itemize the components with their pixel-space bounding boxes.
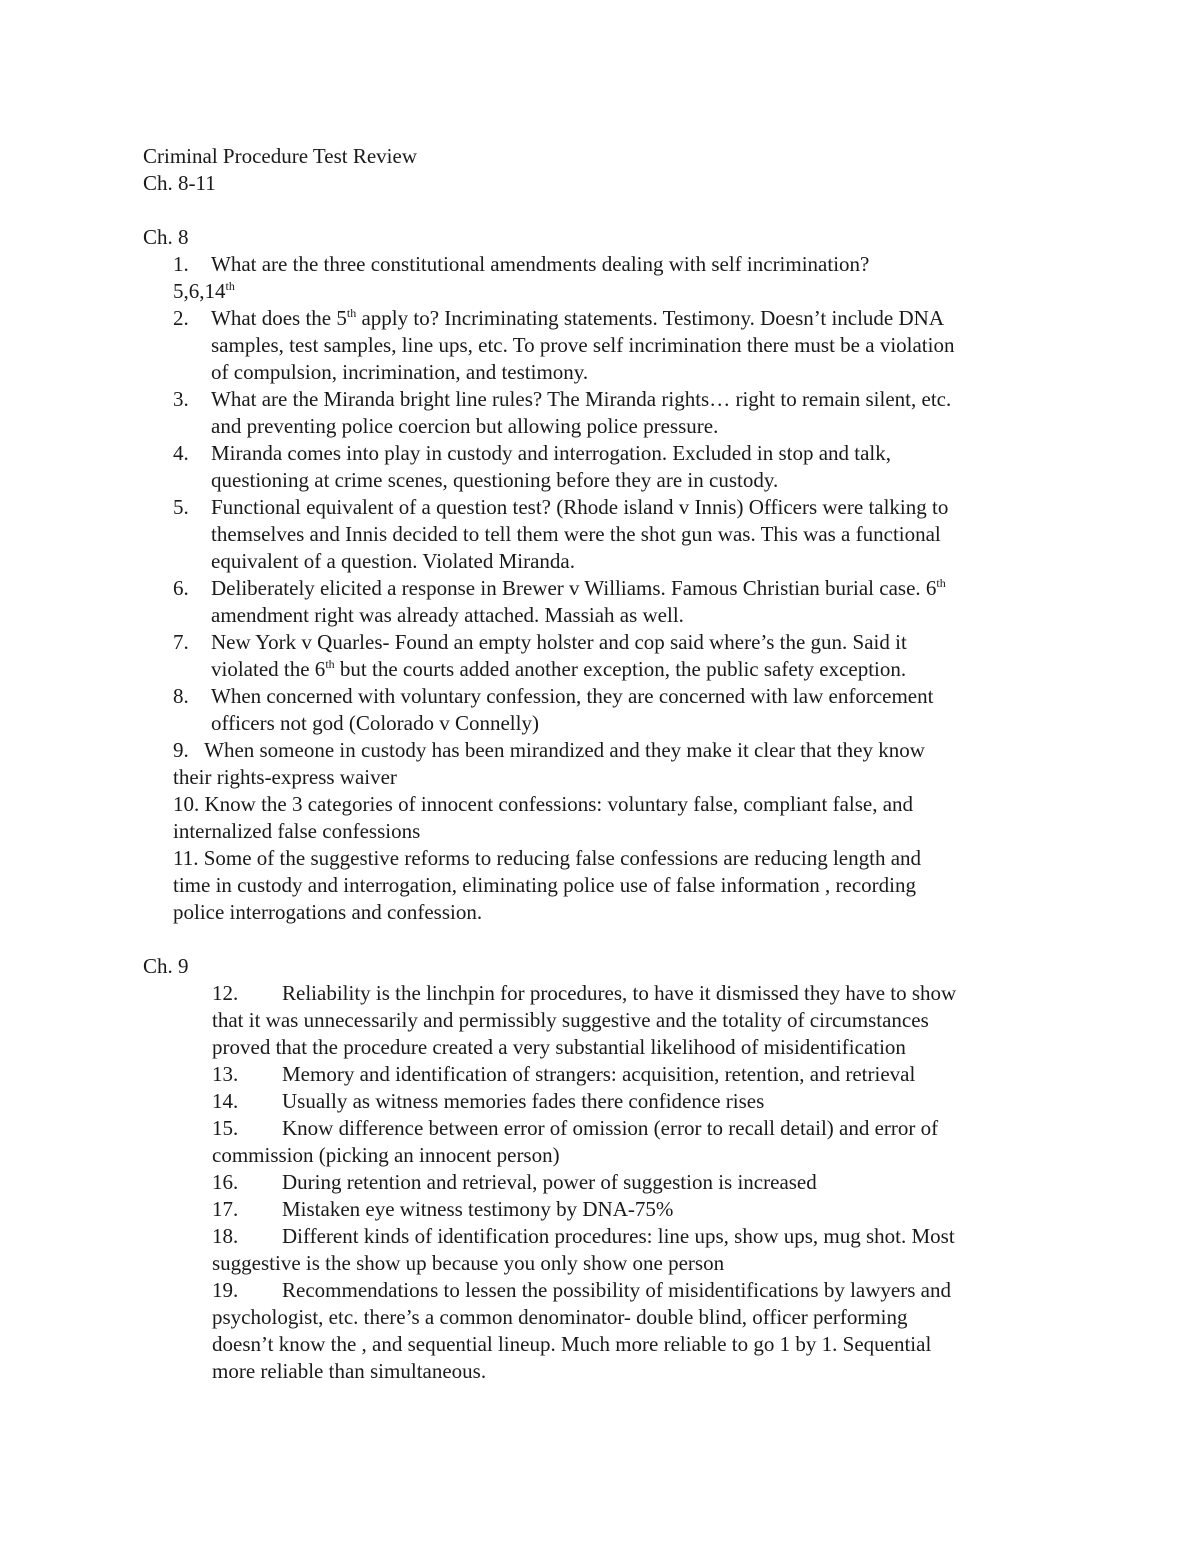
question-item: 13. Memory and identification of strangers: acquisition, retention, and retrieval: [212, 1062, 916, 1086]
document-subtitle: Ch. 8-11: [143, 171, 216, 195]
question-item: 3. What are the Miranda bright line rules? The Miranda rights… right to remain silent, etc. and preventing police coercion but allowing police pressure.: [173, 387, 952, 438]
question-item: 19. Recommendations to lessen the possibility of misidentifications by lawyers and psychologist, etc. there’s a common denominator- double blind, officer performing doesn’t know the , and sequential lineup. Much more reliable to go 1 by 1. Sequential more reliable than simultaneous.: [212, 1278, 951, 1383]
question-item: 2. What does the 5th apply to? Incriminating statements. Testimony. Doesn’t include DNA samples, test samples, line ups, etc. To prove self incrimination there must be a violation of compulsion, incrimination, and testimony.: [173, 306, 955, 384]
chapter-heading: Ch. 8: [143, 225, 189, 249]
chapter-9-section: [143, 953, 1063, 1385]
question-item: 14. Usually as witness memories fades there confidence rises: [212, 1089, 765, 1113]
question-item: 9. When someone in custody has been mirandized and they make it clear that they know their rights-express waiver: [173, 738, 925, 789]
question-item: 12. Reliability is the linchpin for procedures, to have it dismissed they have to show that it was unnecessarily and permissibly suggestive and the totality of circumstances proved that the procedure created a very substantial likelihood of misidentification: [212, 981, 957, 1059]
question-item: 17. Mistaken eye witness testimony by DNA-75%: [212, 1197, 674, 1221]
question-item: 7. New York v Quarles- Found an empty holster and cop said where’s the gun. Said it violated the 6th but the courts added another exception, the public safety exception.: [173, 630, 907, 681]
question-item: 15. Know difference between error of omission (error to recall detail) and error of commission (picking an innocent person): [212, 1116, 939, 1167]
chapter-8-section: [143, 224, 1063, 926]
document-title: Criminal Procedure Test Review: [143, 144, 417, 168]
document-body: [143, 143, 1063, 1385]
question-item: 5. Functional equivalent of a question test? (Rhode island v Innis) Officers were talking to themselves and Innis decided to tell them were the shot gun was. This was a functional equivalent of a question. Violated Miranda.: [173, 495, 949, 573]
question-item: 6. Deliberately elicited a response in Brewer v Williams. Famous Christian burial case. 6th amendment right was already attached. Massiah as well.: [173, 576, 946, 627]
question-item: 4. Miranda comes into play in custody and interrogation. Excluded in stop and talk, questioning at crime scenes, questioning before they are in custody.: [173, 441, 892, 492]
question-item: 10. Know the 3 categories of innocent confessions: voluntary false, compliant false, and internalized false confessions: [173, 792, 914, 843]
question-item: 11. Some of the suggestive reforms to reducing false confessions are reducing length and time in custody and interrogation, eliminating police use of false information , recording police interrogations and confession.: [173, 846, 922, 924]
question-item: 1. What are the three constitutional amendments dealing with self incrimination? 5,6,14th: [173, 252, 870, 303]
question-item: 16. During retention and retrieval, power of suggestion is increased: [212, 1170, 817, 1194]
question-item: 8. When concerned with voluntary confession, they are concerned with law enforcement officers not god (Colorado v Connelly): [173, 684, 934, 735]
chapter-heading: Ch. 9: [143, 954, 189, 978]
question-item: 18. Different kinds of identification procedures: line ups, show ups, mug shot. Most suggestive is the show up because you only show one person: [212, 1224, 955, 1275]
